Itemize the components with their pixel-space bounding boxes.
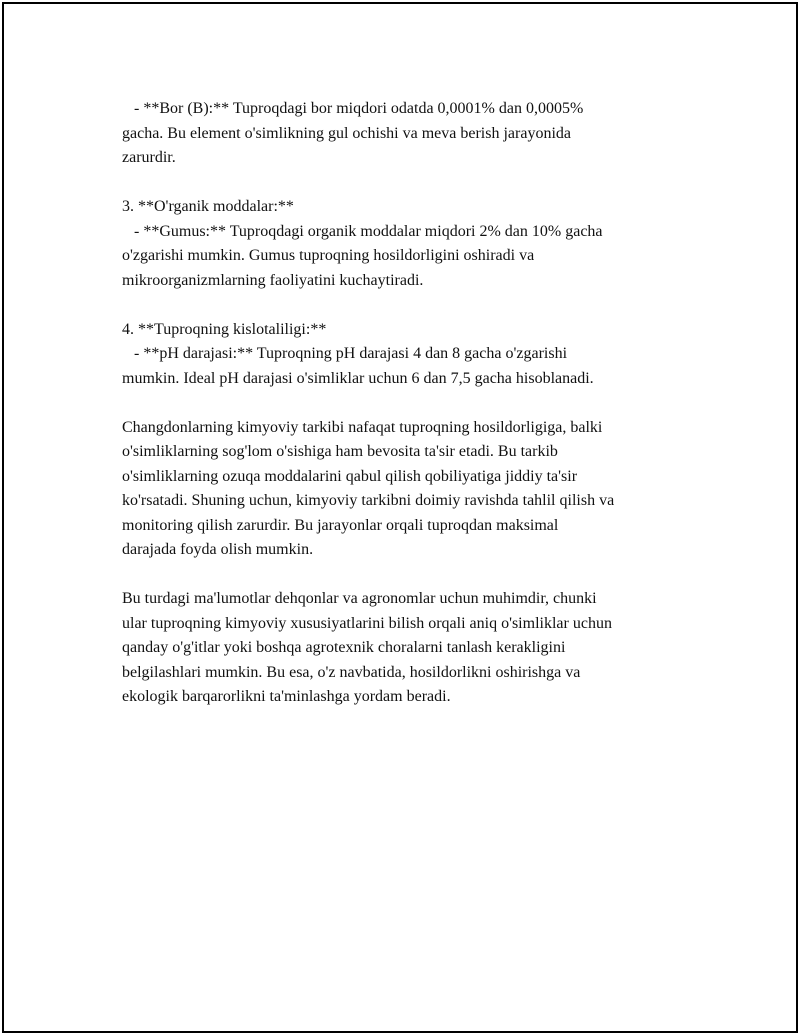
text-line: o'simliklarning sog'lom o'sishiga ham bevosita ta'sir etadi. Bu tarkib	[122, 443, 558, 460]
text-line: zarurdir.	[122, 149, 176, 166]
text-line: Bu turdagi ma'lumotlar dehqonlar va agronomlar uchun muhimdir, chunki	[122, 590, 597, 607]
text-line: - **Bor (B):** Tuproqdagi bor miqdori odatda 0,0001% dan 0,0005%	[122, 100, 584, 117]
text-line: ular tuproqning kimyoviy xususiyatlarini bilish orqali aniq o'simliklar uchun	[122, 614, 612, 632]
section-heading: 3. **O'rganik moddalar:**	[122, 198, 294, 215]
text-line: - **pH darajasi:** Tuproqning pH darajasi 4 dan 8 gacha o'zgarishi	[122, 345, 568, 362]
text-line: o'simliklarning ozuqa moddalarini qabul qilish qobiliyatiga jiddiy ta'sir	[122, 467, 578, 485]
text-line: darajada foyda olish mumkin.	[122, 541, 314, 558]
text-line: ko'rsatadi. Shuning uchun, kimyoviy tarkibni doimiy ravishda tahlil qilish va	[122, 492, 615, 509]
text-line: - **Gumus:** Tuproqdagi organik moddalar miqdori 2% dan 10% gacha	[122, 222, 603, 240]
text-line: o'zgarishi mumkin. Gumus tuproqning hosildorligini oshiradi va	[122, 247, 535, 264]
paragraph-organic-matter	[122, 195, 712, 293]
text-line: gacha. Bu element o'simlikning gul ochishi va meva berish jarayonida	[122, 124, 571, 142]
paragraph-soil-acidity	[122, 318, 712, 392]
text-line: Changdonlarning kimyoviy tarkibi nafaqat tuproqning hosildorligiga, balki	[122, 418, 603, 436]
paragraph-boron	[122, 97, 712, 171]
text-line: mikroorganizmlarning faoliyatini kuchaytiradi.	[122, 271, 424, 289]
section-heading: 4. **Tuproqning kislotaliligi:**	[122, 320, 327, 338]
text-line: monitoring qilish zarurdir. Bu jarayonlar orqali tuproqdan maksimal	[122, 516, 559, 534]
document-body	[122, 97, 712, 734]
paragraph-dust-composition	[122, 416, 712, 563]
page-frame	[2, 2, 798, 1033]
paragraph-conclusion	[122, 587, 712, 710]
text-line: ekologik barqarorlikni ta'minlashga yordam beradi.	[122, 688, 451, 705]
text-line: qanday o'g'itlar yoki boshqa agrotexnik choralarni tanlash kerakligini	[122, 639, 566, 656]
text-line: mumkin. Ideal pH darajasi o'simliklar uchun 6 dan 7,5 gacha hisoblanadi.	[122, 369, 594, 387]
text-line: belgilashlari mumkin. Bu esa, o'z navbatida, hosildorlikni oshirishga va	[122, 663, 581, 681]
